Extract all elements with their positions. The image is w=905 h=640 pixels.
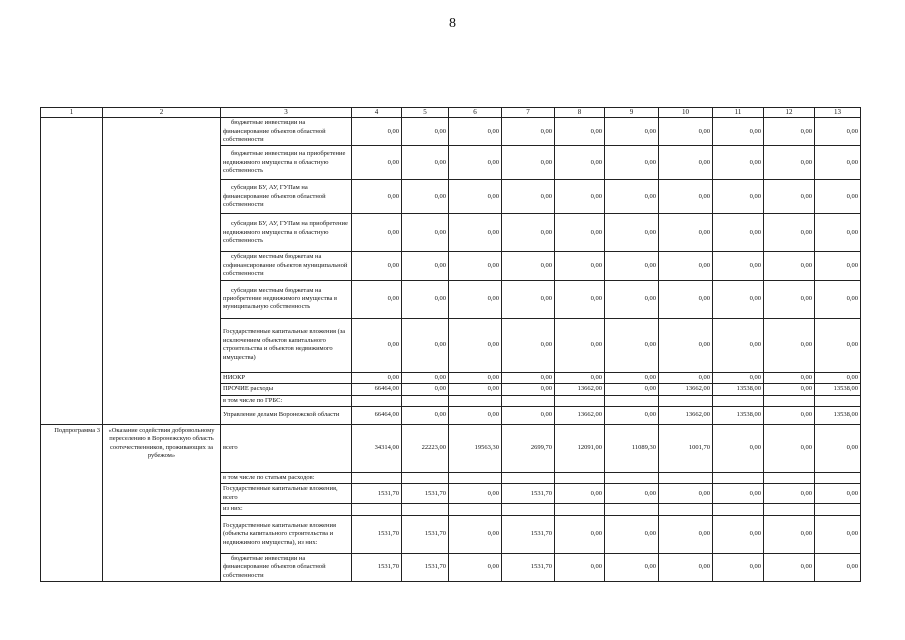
value-cell: 0,00 — [352, 372, 402, 383]
value-cell — [815, 395, 861, 406]
value-cell: 19563,30 — [449, 425, 502, 473]
value-cell — [402, 395, 449, 406]
row-description: Управление делами Воронежской области — [221, 407, 352, 425]
value-cell: 1531,70 — [352, 515, 402, 553]
column-header-7: 7 — [502, 108, 555, 118]
value-cell — [502, 473, 555, 484]
column-header-2: 2 — [103, 108, 221, 118]
value-cell: 0,00 — [555, 180, 605, 214]
value-cell: 0,00 — [449, 180, 502, 214]
column-header-10: 10 — [659, 108, 713, 118]
page-number: 8 — [449, 16, 456, 31]
value-cell: 0,00 — [449, 407, 502, 425]
value-cell: 0,00 — [713, 318, 764, 372]
value-cell: 13662,00 — [659, 407, 713, 425]
column-header-9: 9 — [605, 108, 659, 118]
value-cell: 0,00 — [815, 318, 861, 372]
value-cell: 0,00 — [502, 180, 555, 214]
value-cell: 0,00 — [502, 252, 555, 280]
value-cell: 0,00 — [764, 118, 815, 146]
value-cell — [713, 504, 764, 515]
value-cell — [555, 504, 605, 515]
value-cell: 0,00 — [352, 318, 402, 372]
subprogram-name: «Оказание содействия добровольному переселению в Воронежскую область соотечественников, проживающих за рубежом» — [103, 425, 221, 582]
value-cell — [713, 395, 764, 406]
value-cell: 0,00 — [659, 318, 713, 372]
value-cell: 0,00 — [713, 180, 764, 214]
value-cell: 0,00 — [659, 553, 713, 581]
column-header-6: 6 — [449, 108, 502, 118]
value-cell — [502, 504, 555, 515]
subprogram-code: Подпрограмма 3 — [41, 425, 103, 582]
value-cell: 0,00 — [659, 280, 713, 318]
value-cell: 0,00 — [713, 553, 764, 581]
value-cell: 0,00 — [605, 252, 659, 280]
row-description: Государственные капитальные вложения, всего — [221, 484, 352, 504]
value-cell: 0,00 — [502, 372, 555, 383]
value-cell: 13662,00 — [555, 407, 605, 425]
value-cell: 0,00 — [605, 280, 659, 318]
row-description: Государственные капитальные вложения (за исключением объектов капитального строительства и объектов недвижимого имущества) — [221, 318, 352, 372]
value-cell: 0,00 — [764, 425, 815, 473]
value-cell: 0,00 — [502, 318, 555, 372]
value-cell: 0,00 — [555, 372, 605, 383]
value-cell — [402, 504, 449, 515]
value-cell: 1001,70 — [659, 425, 713, 473]
value-cell — [402, 473, 449, 484]
value-cell: 0,00 — [449, 214, 502, 252]
value-cell: 0,00 — [815, 214, 861, 252]
value-cell — [605, 395, 659, 406]
row-description: субсидии БУ, АУ, ГУПам на финансирование объектов областной собственности — [221, 180, 352, 214]
value-cell — [555, 473, 605, 484]
row-description: бюджетные инвестиции на финансирование объектов областной собственности — [221, 118, 352, 146]
value-cell: 0,00 — [605, 515, 659, 553]
value-cell: 0,00 — [449, 252, 502, 280]
value-cell — [502, 395, 555, 406]
value-cell: 0,00 — [555, 118, 605, 146]
value-cell: 0,00 — [402, 146, 449, 180]
row-description: НИОКР — [221, 372, 352, 383]
value-cell: 0,00 — [449, 484, 502, 504]
value-cell: 0,00 — [555, 146, 605, 180]
value-cell: 13538,00 — [815, 407, 861, 425]
value-cell: 0,00 — [764, 146, 815, 180]
value-cell: 0,00 — [764, 372, 815, 383]
value-cell: 0,00 — [449, 280, 502, 318]
row-description: бюджетные инвестиции на финансирование объектов областной собственности — [221, 553, 352, 581]
value-cell: 0,00 — [502, 146, 555, 180]
value-cell: 13662,00 — [555, 384, 605, 395]
value-cell: 1531,70 — [402, 553, 449, 581]
row-description: бюджетные инвестиции на приобретение недвижимого имущества в областную собственность — [221, 146, 352, 180]
row-description: в том числе по статьям расходов: — [221, 473, 352, 484]
value-cell: 0,00 — [815, 515, 861, 553]
value-cell: 0,00 — [764, 280, 815, 318]
row-description: субсидии местным бюджетам на приобретение недвижимого имущества в муниципальную собственность — [221, 280, 352, 318]
column-header-3: 3 — [221, 108, 352, 118]
value-cell: 0,00 — [502, 384, 555, 395]
value-cell: 0,00 — [659, 180, 713, 214]
value-cell: 0,00 — [764, 553, 815, 581]
value-cell — [352, 395, 402, 406]
value-cell: 0,00 — [815, 280, 861, 318]
value-cell: 2699,70 — [502, 425, 555, 473]
column-header-5: 5 — [402, 108, 449, 118]
value-cell: 0,00 — [402, 214, 449, 252]
value-cell: 0,00 — [402, 180, 449, 214]
value-cell: 0,00 — [449, 515, 502, 553]
value-cell: 0,00 — [605, 553, 659, 581]
value-cell: 0,00 — [352, 180, 402, 214]
value-cell — [449, 504, 502, 515]
value-cell — [713, 473, 764, 484]
value-cell — [815, 473, 861, 484]
value-cell: 0,00 — [449, 318, 502, 372]
value-cell: 0,00 — [449, 384, 502, 395]
value-cell: 0,00 — [713, 425, 764, 473]
value-cell: 0,00 — [402, 280, 449, 318]
value-cell: 0,00 — [764, 407, 815, 425]
value-cell: 0,00 — [402, 318, 449, 372]
table-row — [41, 425, 861, 473]
value-cell: 0,00 — [352, 118, 402, 146]
value-cell: 0,00 — [502, 280, 555, 318]
value-cell: 66464,00 — [352, 407, 402, 425]
header-row — [41, 108, 861, 118]
value-cell: 0,00 — [815, 372, 861, 383]
value-cell: 1531,70 — [402, 484, 449, 504]
value-cell: 0,00 — [352, 280, 402, 318]
value-cell: 0,00 — [815, 484, 861, 504]
value-cell: 0,00 — [402, 407, 449, 425]
value-cell — [352, 504, 402, 515]
value-cell: 0,00 — [449, 118, 502, 146]
value-cell: 0,00 — [815, 553, 861, 581]
row-description: Государственные капитальные вложения (объекты капитального строительства и недвижимого имущества), из них: — [221, 515, 352, 553]
column-header-1: 1 — [41, 108, 103, 118]
value-cell: 0,00 — [659, 146, 713, 180]
value-cell: 0,00 — [352, 252, 402, 280]
value-cell: 12091,00 — [555, 425, 605, 473]
value-cell — [815, 504, 861, 515]
value-cell: 0,00 — [764, 384, 815, 395]
column-header-13: 13 — [815, 108, 861, 118]
empty-cell — [41, 118, 103, 425]
row-description: ПРОЧИЕ расходы — [221, 384, 352, 395]
value-cell: 0,00 — [764, 214, 815, 252]
value-cell: 0,00 — [352, 214, 402, 252]
value-cell: 0,00 — [402, 252, 449, 280]
value-cell: 0,00 — [659, 484, 713, 504]
value-cell: 0,00 — [764, 484, 815, 504]
value-cell: 1531,70 — [502, 484, 555, 504]
value-cell — [605, 473, 659, 484]
value-cell: 0,00 — [555, 553, 605, 581]
value-cell: 1531,70 — [352, 484, 402, 504]
value-cell: 13662,00 — [659, 384, 713, 395]
value-cell: 0,00 — [713, 372, 764, 383]
value-cell: 0,00 — [815, 425, 861, 473]
value-cell — [555, 395, 605, 406]
value-cell: 0,00 — [402, 372, 449, 383]
value-cell: 0,00 — [764, 318, 815, 372]
value-cell: 1531,70 — [352, 553, 402, 581]
budget-table — [40, 107, 861, 582]
value-cell: 0,00 — [713, 214, 764, 252]
value-cell — [605, 504, 659, 515]
value-cell: 0,00 — [713, 484, 764, 504]
value-cell: 0,00 — [555, 484, 605, 504]
value-cell: 0,00 — [555, 318, 605, 372]
value-cell: 0,00 — [449, 553, 502, 581]
value-cell: 0,00 — [605, 214, 659, 252]
value-cell: 13538,00 — [713, 407, 764, 425]
value-cell: 0,00 — [713, 146, 764, 180]
value-cell: 0,00 — [402, 384, 449, 395]
value-cell: 0,00 — [815, 146, 861, 180]
value-cell: 1531,70 — [502, 515, 555, 553]
value-cell — [659, 473, 713, 484]
column-header-12: 12 — [764, 108, 815, 118]
value-cell — [764, 395, 815, 406]
value-cell: 1531,70 — [402, 515, 449, 553]
value-cell: 11089,30 — [605, 425, 659, 473]
row-description: всего — [221, 425, 352, 473]
value-cell: 22223,00 — [402, 425, 449, 473]
value-cell: 0,00 — [605, 407, 659, 425]
value-cell — [449, 473, 502, 484]
empty-cell — [103, 118, 221, 425]
value-cell: 0,00 — [605, 118, 659, 146]
value-cell: 0,00 — [605, 180, 659, 214]
value-cell: 0,00 — [713, 118, 764, 146]
value-cell: 0,00 — [659, 214, 713, 252]
value-cell: 13538,00 — [815, 384, 861, 395]
value-cell: 0,00 — [713, 515, 764, 553]
value-cell: 0,00 — [605, 384, 659, 395]
value-cell: 0,00 — [605, 146, 659, 180]
value-cell: 0,00 — [815, 252, 861, 280]
value-cell: 0,00 — [713, 280, 764, 318]
row-description: субсидии БУ, АУ, ГУПам на приобретение недвижимого имущества в областную собственность — [221, 214, 352, 252]
value-cell: 0,00 — [502, 407, 555, 425]
value-cell — [352, 473, 402, 484]
value-cell — [659, 504, 713, 515]
value-cell: 0,00 — [402, 118, 449, 146]
value-cell: 0,00 — [555, 515, 605, 553]
column-header-11: 11 — [713, 108, 764, 118]
value-cell: 0,00 — [555, 214, 605, 252]
value-cell: 0,00 — [713, 252, 764, 280]
value-cell: 0,00 — [605, 372, 659, 383]
column-header-4: 4 — [352, 108, 402, 118]
value-cell: 0,00 — [659, 515, 713, 553]
column-header-8: 8 — [555, 108, 605, 118]
value-cell: 0,00 — [449, 146, 502, 180]
table-row — [41, 118, 861, 146]
value-cell — [659, 395, 713, 406]
value-cell: 0,00 — [449, 372, 502, 383]
value-cell: 34314,00 — [352, 425, 402, 473]
value-cell: 0,00 — [555, 280, 605, 318]
value-cell: 0,00 — [815, 180, 861, 214]
value-cell — [764, 473, 815, 484]
row-description: субсидии местным бюджетам на софинансирование объектов муниципальной собственности — [221, 252, 352, 280]
value-cell: 66464,00 — [352, 384, 402, 395]
value-cell: 0,00 — [605, 318, 659, 372]
value-cell — [764, 504, 815, 515]
value-cell: 0,00 — [659, 372, 713, 383]
row-description: из них: — [221, 504, 352, 515]
value-cell: 0,00 — [605, 484, 659, 504]
value-cell: 0,00 — [352, 146, 402, 180]
value-cell: 1531,70 — [502, 553, 555, 581]
value-cell: 0,00 — [659, 118, 713, 146]
value-cell: 0,00 — [764, 252, 815, 280]
value-cell: 0,00 — [764, 515, 815, 553]
value-cell: 0,00 — [502, 118, 555, 146]
value-cell — [449, 395, 502, 406]
value-cell: 0,00 — [764, 180, 815, 214]
value-cell: 0,00 — [502, 214, 555, 252]
row-description: в том числе по ГРБС: — [221, 395, 352, 406]
value-cell: 0,00 — [659, 252, 713, 280]
value-cell: 13538,00 — [713, 384, 764, 395]
value-cell: 0,00 — [555, 252, 605, 280]
value-cell: 0,00 — [815, 118, 861, 146]
